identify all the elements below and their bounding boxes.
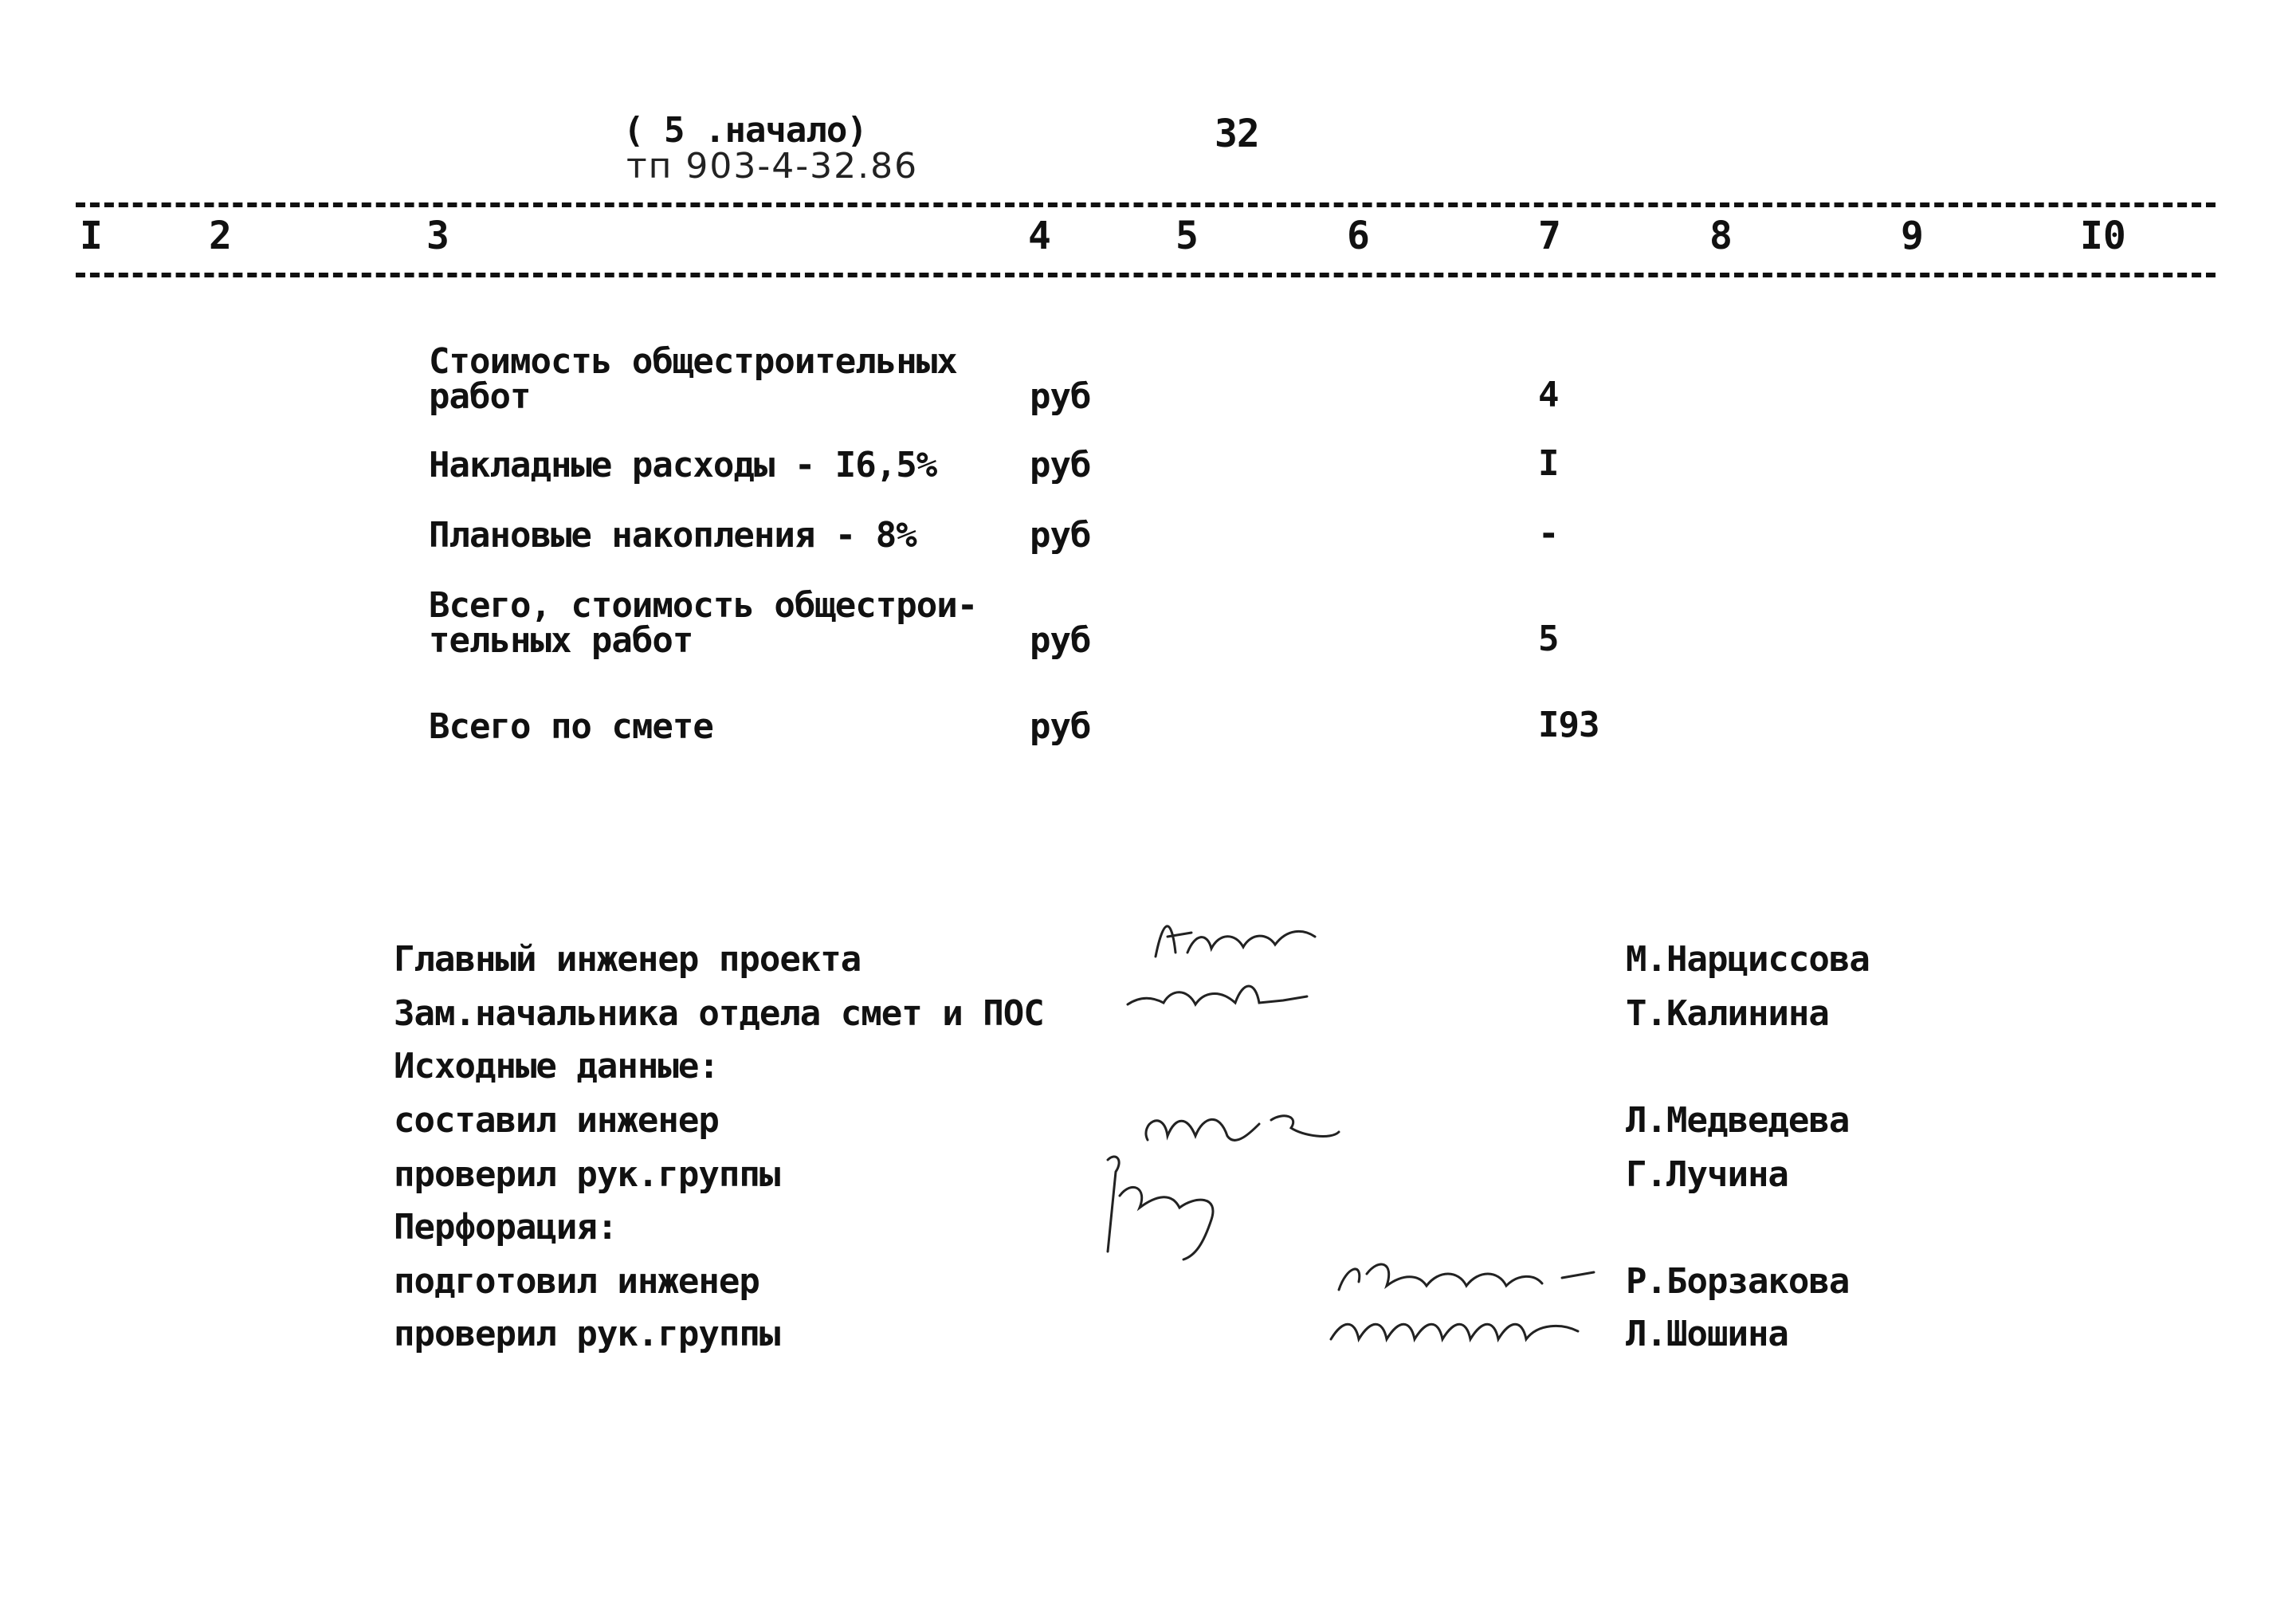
row-label: Накладные расходы - I6,5% bbox=[429, 445, 937, 485]
column-header-10: I0 bbox=[2080, 214, 2126, 258]
signature-name: Л.Медведева bbox=[1626, 1100, 1850, 1141]
row-unit: руб bbox=[1030, 620, 1091, 661]
row-unit: руб bbox=[1030, 445, 1091, 485]
signature-role: Исходные данные: bbox=[394, 1046, 719, 1087]
row-unit: руб bbox=[1030, 376, 1091, 417]
signature-role: проверил рук.группы bbox=[394, 1314, 780, 1354]
row-value: I bbox=[1538, 443, 1559, 484]
row-label: Стоимость общестроительных bbox=[429, 341, 957, 382]
row-unit: руб bbox=[1030, 706, 1091, 747]
column-header-2: 2 bbox=[209, 214, 232, 258]
column-header-5: 5 bbox=[1175, 214, 1199, 258]
column-header-7: 7 bbox=[1538, 214, 1561, 258]
signature-name: Л.Шошина bbox=[1626, 1314, 1788, 1354]
signature-role: Главный инженер проекта bbox=[394, 939, 861, 980]
section-reference: ( 5 .начало) bbox=[623, 110, 867, 151]
handwritten-signature-1 bbox=[1148, 909, 1323, 973]
column-header-6: 6 bbox=[1347, 214, 1370, 258]
header-top-rule bbox=[76, 202, 2216, 207]
project-code: тп 903-4-32.86 bbox=[626, 146, 919, 187]
signature-name: М.Нарциссова bbox=[1626, 939, 1870, 980]
page-number: 32 bbox=[1215, 112, 1259, 156]
column-header-8: 8 bbox=[1709, 214, 1733, 258]
signature-role: Перфорация: bbox=[394, 1207, 618, 1248]
row-label: Всего, стоимость общестрои- bbox=[429, 585, 978, 626]
handwritten-signature-6 bbox=[1323, 1307, 1594, 1355]
row-value: 4 bbox=[1538, 375, 1559, 415]
header-bottom-rule bbox=[76, 273, 2216, 277]
signature-name: Р.Борзакова bbox=[1626, 1261, 1850, 1302]
signature-name: Г.Лучина bbox=[1626, 1154, 1788, 1195]
row-label: Всего по смете bbox=[429, 706, 713, 747]
signature-name: Т.Калинина bbox=[1626, 993, 1829, 1034]
signature-role: Зам.начальника отдела смет и ПОС bbox=[394, 993, 1044, 1034]
handwritten-signature-4 bbox=[1084, 1148, 1243, 1267]
column-header-1: I bbox=[80, 214, 103, 258]
row-value: - bbox=[1538, 513, 1559, 554]
handwritten-signature-2 bbox=[1124, 973, 1315, 1020]
row-value: 5 bbox=[1538, 619, 1559, 659]
row-label-cont: тельных работ bbox=[429, 620, 693, 661]
column-header-4: 4 bbox=[1028, 214, 1051, 258]
row-value: I93 bbox=[1538, 705, 1599, 745]
row-label-cont: работ bbox=[429, 376, 531, 417]
row-label: Плановые накопления - 8% bbox=[429, 515, 916, 556]
column-header-9: 9 bbox=[1901, 214, 1924, 258]
row-unit: руб bbox=[1030, 515, 1091, 556]
handwritten-signature-5 bbox=[1331, 1250, 1602, 1306]
signature-role: проверил рук.группы bbox=[394, 1154, 780, 1195]
signature-role: подготовил инженер bbox=[394, 1261, 759, 1302]
column-header-3: 3 bbox=[426, 214, 449, 258]
signature-role: составил инженер bbox=[394, 1100, 719, 1141]
